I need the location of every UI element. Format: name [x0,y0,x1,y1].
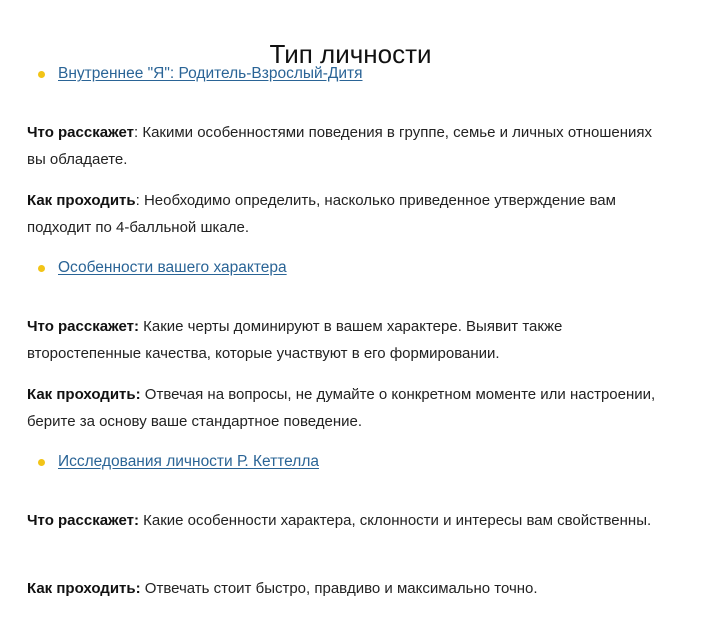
page-title: Тип личности [269,39,432,70]
how-label: Как проходить: [27,580,141,597]
how-text: Отвечать стоит быстро, правдиво и максимально точно. [140,580,538,597]
test-item-1 [38,63,363,85]
test-2-how [27,381,667,435]
test-item-3 [38,451,319,473]
what-label: Что расскажет: [27,512,139,529]
test-link-inner-self[interactable]: Внутреннее "Я": Родитель-Взрослый-Дитя [58,65,363,82]
how-label: Как проходить [27,192,136,209]
test-1-how [27,187,667,241]
bullet-icon [38,71,45,78]
test-link-character[interactable]: Особенности вашего характера [58,259,287,276]
what-label: Что расскажет: [27,318,139,335]
what-text: Какие черты доминируют в вашем характере. Выявит также второстепенные качества, которые участвуют в его формировании. [27,318,563,362]
how-text: : Необходимо определить, насколько приведенное утверждение вам подходит по 4-балльной шкале. [27,192,616,236]
test-link-cattell[interactable]: Исследования личности Р. Кеттелла [58,453,319,470]
what-text: Какие особенности характера, склонности и интересы вам свойственны. [138,512,652,529]
what-text: : Какими особенностями поведения в группе, семье и личных отношениях вы обладаете. [27,124,652,168]
bullet-icon [38,265,45,272]
test-2-what [27,313,667,367]
what-label: Что расскажет [27,124,134,141]
test-item-2 [38,257,287,279]
test-3-what [27,507,667,534]
test-3-how [27,575,667,602]
how-label: Как проходить: [27,386,141,403]
how-text: Отвечая на вопросы, не думайте о конкретном моменте или настроении, берите за основу ваше стандартное поведение. [27,386,656,430]
bullet-icon [38,459,45,466]
test-1-what [27,119,667,173]
